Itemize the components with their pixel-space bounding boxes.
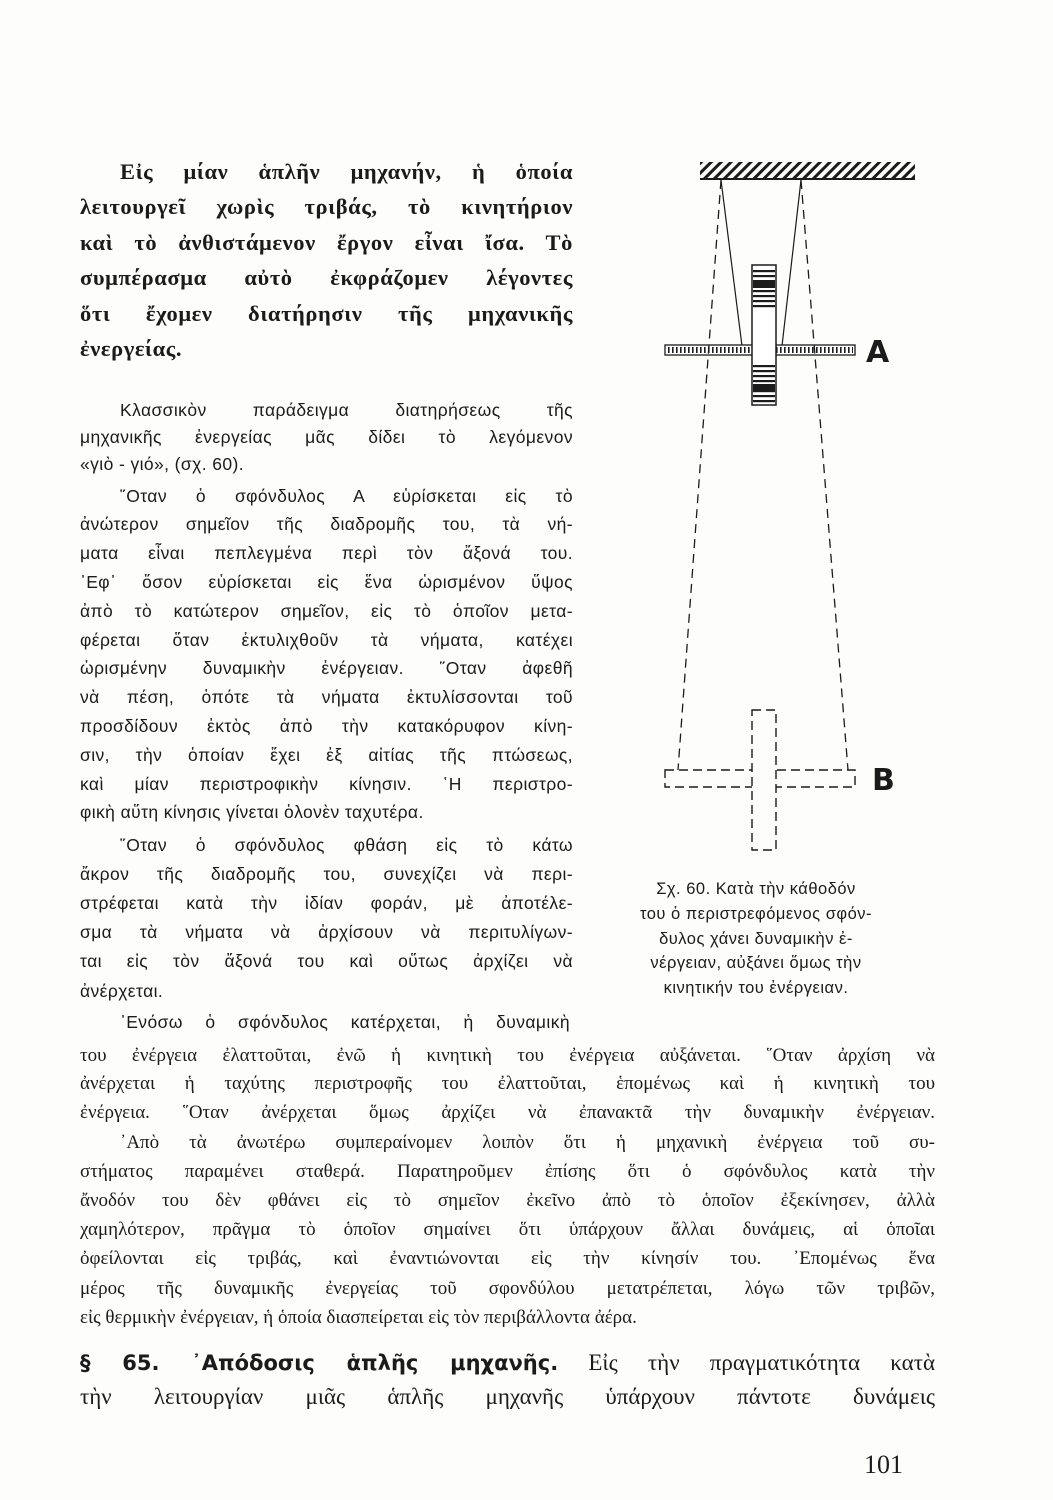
text-line: «γιὸ - γιό», (σχ. 60). — [80, 454, 244, 474]
section-heading: § 65. ᾿Απόδοσις ἁπλῆς μηχανῆς. — [80, 1351, 559, 1375]
caption-line: κινητικήν του ἐνέργειαν. — [663, 979, 849, 998]
label-b: B — [872, 763, 895, 798]
text-line: Κλασσικὸν παράδειγμα διατηρήσεως τῆς — [120, 400, 573, 420]
text-line: ἀπὸ τὸ κατώτερον σημεῖον, εἰς τὸ ὁποῖον μετα- — [80, 600, 573, 621]
section-line: τὴν λειτουργίαν μιᾶς ἁπλῆς μηχανῆς ὑπάρχουν πάντοτε δυνάμεις — [80, 1384, 935, 1409]
ceiling — [700, 162, 915, 179]
text-line: φικὴ αὕτη κίνησις γίνεται ὁλονὲν ταχυτέρα. — [80, 802, 424, 823]
text-line: εἰς θερμικὴν ἐνέργειαν, ἡ ὁποία διασπείρεται εἰς τὸν περιβάλλοντα ἀέρα. — [80, 1306, 637, 1328]
text-line: ὀφείλονται εἰς τριβάς, καὶ ἐναντιώνονται εἰς τὴν κίνησίν του. ᾿Επομένως ἕνα — [80, 1248, 935, 1270]
text-line: ἄνοδόν του δὲν φθάνει εἰς τὸ σημεῖον ἐκεῖνο ἀπὸ τὸ ὁποῖον ἐξεκίνησεν, ἀλλὰ — [80, 1189, 935, 1211]
text-line: προσδίδουν ἐκτὸς ἀπὸ τὴν κατακόρυφον κίνη- — [80, 715, 573, 736]
text-line: ὡρισμένην δυναμικὴν ἐνέργειαν. ῞Οταν ἀφεθῆ — [80, 658, 573, 679]
text-line: καὶ τὸ ἀνθιστάμενον ἔργον εἶναι ἴσα. Τὸ — [80, 229, 573, 255]
text-line: συμπέρασμα αὐτὸ ἐκφράζομεν λέγοντες — [80, 265, 573, 291]
text-line: καὶ μίαν περιστροφικὴν κίνησιν. ῾Η περιστρο- — [80, 773, 573, 794]
section-text: Εἰς τὴν πραγματικότητα κατὰ — [588, 1350, 935, 1375]
text-line: σιν, τὴν ὁποίαν ἔχει ἐξ αἰτίας τῆς πτώσεως, — [80, 744, 573, 765]
text-line: ται εἰς τὸν ἄξονά του καὶ οὕτως ἀρχίζει νὰ — [80, 951, 573, 972]
text-line: ῞Οταν ὁ σφόνδυλος Α εὑρίσκεται εἰς τὸ — [120, 485, 573, 506]
text-line: στήματος παραμένει σταθερά. Παρατηροῦμεν ἐπίσης ὅτι ὁ σφόνδυλος κατὰ τὴν — [80, 1160, 935, 1182]
text-line: στρέφεται κατὰ τὴν ἰδίαν φοράν, μὲ ἀποτέλε- — [80, 892, 573, 913]
caption-line: του ὁ περιστρεφόμενος σφόν- — [639, 904, 873, 923]
text-line: ἀνώτερον σημεῖον τῆς διαδρομῆς του, τὰ νή- — [80, 514, 573, 535]
text-line: φέρεται ὅταν ἐκτυλιχθοῦν τὰ νήματα, κατέχει — [80, 629, 573, 650]
text-line: μέρος τῆς δυναμικῆς ἐνεργείας τοῦ σφονδύλου μετατρέπεται, λόγω τῶν τριβῶν, — [80, 1277, 935, 1299]
label-a: A — [866, 335, 890, 370]
text-line: ἐνεργείας. — [80, 336, 183, 361]
text-line: ἀνέρχεται ἡ ταχύτης περιστροφῆς του ἐλαττοῦται, ἑπομένως καὶ ἡ κινητικὴ του — [80, 1073, 935, 1095]
text-line: ὅτι ἔχομεν διατήρησιν τῆς μηχανικῆς — [80, 300, 573, 326]
text-line: ἐνέργεια. ῞Οταν ἀνέρχεται ὅμως ἀρχίζει νὰ ἐπανακτᾶ τὴν δυναμικὴν ἐνέργειαν. — [80, 1101, 935, 1123]
caption-line: δυλος χάνει δυναμικὴν ἐ- — [659, 929, 853, 948]
text-line: ἄκρον τῆς διαδρομῆς του, συνεχίζει νὰ περι- — [80, 863, 573, 884]
text-line: Εἰς μίαν ἁπλῆν μηχανήν, ἡ ὁποία — [120, 159, 573, 184]
yoyo-top-position — [665, 265, 855, 405]
text-line: ᾿Ενόσω ὁ σφόνδυλος κατέρχεται, ἡ δυναμικὴ — [120, 1011, 570, 1032]
yoyo-bottom-position — [665, 710, 855, 850]
text-line: ματα εἶναι πεπλεγμένα περὶ τὸν ἄξονά του. — [80, 543, 573, 564]
text-line: σμα τὰ νήματα νὰ ἀρχίσουν νὰ περιτυλίγων- — [80, 922, 573, 943]
text-line: ἀνέρχεται. — [80, 980, 164, 1001]
text-line: λειτουργεῖ χωρὶς τριβάς, τὸ κινητήριον — [80, 194, 573, 220]
text-line: νὰ πέση, ὁπότε τὰ νήματα ἐκτυλίσσονται τοῦ — [80, 687, 573, 708]
text-line: ᾿Εφ᾿ ὅσον εὑρίσκεται εἰς ἕνα ὡρισμένον ὕψος — [80, 571, 573, 592]
yoyo-figure — [600, 150, 920, 870]
text-line: χαμηλότερον, πρᾶγμα τὸ ὁποῖον σημαίνει ὅτι ὑπάρχουν ἄλλαι δυνάμεις, αἱ ὁποῖαι — [80, 1219, 935, 1241]
page-number: 101 — [864, 1450, 903, 1479]
text-line: ῞Οταν ὁ σφόνδυλος φθάση εἰς τὸ κάτω — [120, 834, 573, 855]
caption-line: νέργειαν, αὐξάνει ὅμως τὴν — [650, 954, 862, 973]
caption-line: Σχ. 60. Κατὰ τὴν κάθοδόν — [656, 880, 856, 898]
text-line: ᾿Απὸ τὰ ἀνωτέρω συμπεραίνομεν λοιπὸν ὅτι ἡ μηχανικὴ ἐνέργεια τοῦ συ- — [120, 1131, 935, 1153]
section-line — [80, 1346, 935, 1380]
text-line: μηχανικῆς ἐνεργείας μᾶς δίδει τὸ λεγόμενον — [80, 427, 573, 447]
text-line: του ἐνέργεια ἐλαττοῦται, ἐνῶ ἡ κινητικὴ του ἐνέργεια αὐξάνεται. ῞Οταν ἀρχίση νὰ — [80, 1044, 935, 1066]
